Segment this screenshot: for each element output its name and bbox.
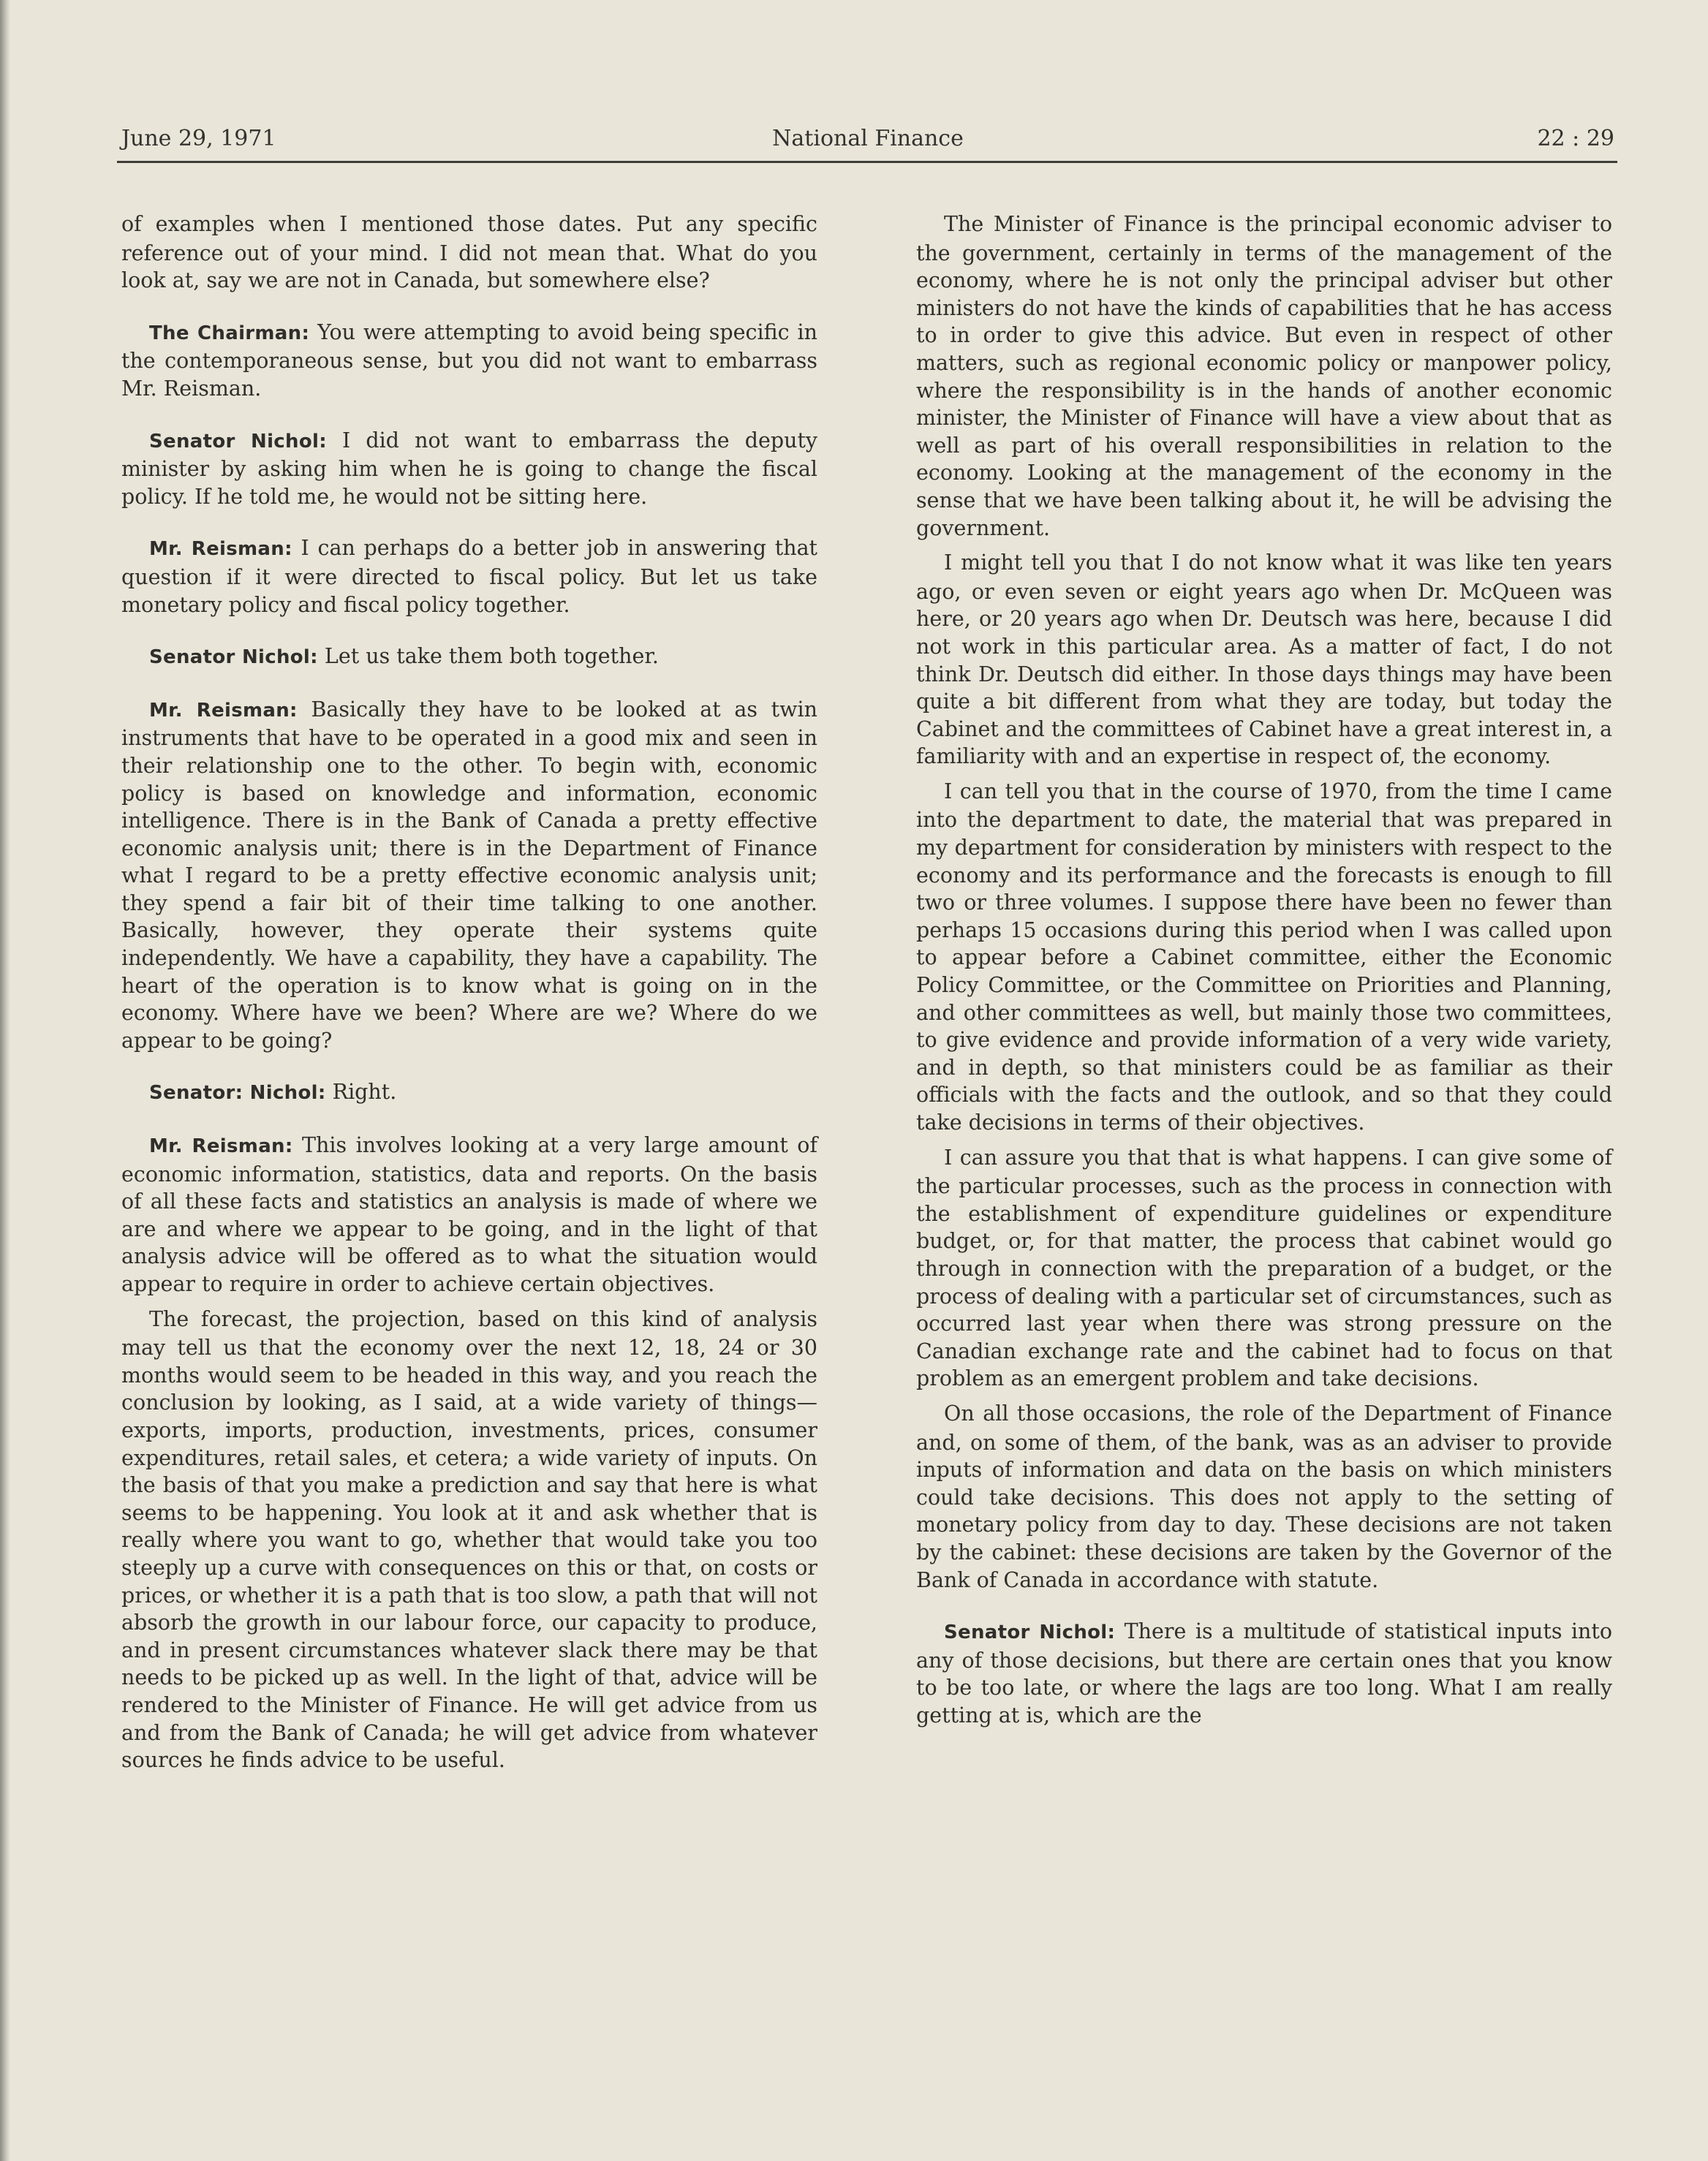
paragraph-text: of examples when I mentioned those dates. Put any specific reference out of your mind. I did not mean that. What do you look at, say we are not in Canada, but somewhere else? bbox=[121, 212, 817, 293]
left-column bbox=[121, 211, 817, 1774]
paragraph bbox=[121, 643, 817, 672]
paragraph-text: Basically they have to be looked at as twin instruments that have to be operated in a good mix and seen in their relationship one to the other. To begin with, economic policy is based on knowledge and information, economic intelligence. There is in the Bank of Canada a pretty effective economic analysis unit; there is in the Department of Finance what I regard to be a pretty effective economic analysis unit; they spend a fair bit of their time talking to one another. Basically, however, they operate their systems quite independently. We have a capability, they have a capability. The heart of the operation is to know what is going on in the economy. Where have we been? Where are we? Where do we appear to be going? bbox=[121, 697, 818, 1053]
paragraph-text: The Minister of Finance is the principal economic adviser to the government, certainly in terms of the management of the economy, where he is not only the principal adviser but other ministers do not have the kinds of capabilities that he has access to in order to give this advice. But even in respect of other matters, such as regional economic policy or manpower policy, where the responsibility is in the hands of another economic minister, the Minister of Finance will have a view about that as well as part of his overall responsibilities in relation to the economy. Looking at the management of the economy in the sense that we have been talking about it, he will be advising the government. bbox=[916, 212, 1612, 540]
header-rule bbox=[117, 161, 1617, 163]
paragraph-text: The forecast, the projection, based on this kind of analysis may tell us that the economy over the next 12, 18, 24 or 30 months would seem to be headed in this way, and you reach the conclusion by looking, as I said, at a wide variety of things—exports, imports, production, investments, prices, consumer expenditures, retail sales, et cetera; a wide variety of inputs. On the basis of that you make a prediction and say that here is what seems to be happening. You look at it and ask whether that is really where you want to go, whether that would take you too steeply up a curve with consequences on this or that, on costs or prices, or whether it is a path that is too slow, a path that will not absorb the growth in our labour force, our capacity to produce, and in present circumstances whatever slack there may be that needs to be picked up as well. In the light of that, advice will be rendered to the Minister of Finance. He will get advice from us and from the Bank of Canada; he will get advice from whatever sources he finds advice to be useful. bbox=[121, 1306, 817, 1773]
header-date: June 29, 1971 bbox=[121, 126, 276, 151]
speaker-label: Senator Nichol: bbox=[149, 430, 327, 453]
paragraph-text: I can perhaps do a better job in answering that question if it were directed to fiscal policy. But let us take monetary policy and fiscal policy together. bbox=[121, 536, 818, 617]
speaker-label: Senator: Nichol: bbox=[149, 1082, 326, 1105]
speaker-label: Mr. Reisman: bbox=[149, 699, 298, 722]
paragraph bbox=[916, 549, 1612, 771]
header-title: National Finance bbox=[772, 126, 964, 151]
right-column bbox=[916, 211, 1612, 1729]
paragraph bbox=[916, 1400, 1612, 1594]
paragraph-text: You were attempting to avoid being specific in the contemporaneous sense, but you did not want to embarrass Mr. Reisman. bbox=[121, 319, 817, 401]
speaker-label: Senator Nichol: bbox=[944, 1621, 1116, 1644]
paragraph-text: There is a multitude of statistical inputs into any of those decisions, but there are certain ones that you know to be too late, or where the lags are too long. What I am really getting at is, which are the bbox=[916, 1619, 1612, 1727]
speaker-label: Mr. Reisman: bbox=[149, 538, 292, 561]
paragraph bbox=[916, 1144, 1612, 1393]
speaker-label: Mr. Reisman: bbox=[149, 1135, 293, 1158]
paragraph bbox=[121, 1078, 817, 1108]
paragraph-text: I can assure you that that is what happens. I can give some of the particular processes, such as the process in connection with the establishment of expenditure guidelines or expenditure budget, or, for that matter, the process that cabinet would go through in connection with the preparation of a budget, or the process of dealing with a particular set of circumstances, such as occurred last year when there was strong pressure on the Canadian exchange rate and the cabinet had to focus on that problem as an emergent problem and take decisions. bbox=[916, 1145, 1612, 1391]
paragraph bbox=[121, 319, 817, 403]
paragraph bbox=[121, 696, 817, 1055]
paragraph bbox=[916, 778, 1612, 1137]
paragraph-text: I might tell you that I do not know what it was like ten years ago, or even seven or eight years ago when Dr. McQueen was here, or 20 years ago when Dr. Deutsch was here, because I did not work in this particular area. As a matter of fact, I do not think Dr. Deutsch did either. In those days things may have been quite a bit different from what they are today, but today the Cabinet and the committees of Cabinet have a great interest in, a familiarity with and an expertise in respect of, the economy. bbox=[916, 550, 1612, 769]
paragraph bbox=[121, 427, 817, 511]
paragraph bbox=[916, 1618, 1612, 1729]
paragraph bbox=[121, 1306, 817, 1774]
paragraph bbox=[121, 1132, 817, 1298]
page-header bbox=[121, 126, 1614, 164]
paragraph-text: I did not want to embarrass the deputy minister by asking him when he is going to change the fiscal policy. If he told me, he would not be sitting here. bbox=[121, 428, 817, 509]
paragraph-text: I can tell you that in the course of 1970, from the time I came into the department to date, the material that was prepared in my department for consideration by ministers with respect to the economy and its performance and the forecasts is enough to fill two or three volumes. I suppose there have been no fewer than perhaps 15 occasions during this period when I was called upon to appear before a Cabinet committee, either the Economic Policy Committee, or the Committee on Priorities and Planning, and other committees as well, but mainly those two committees, to give evidence and provide information of a very wide variety, and in depth, so that ministers could be as familiar as their officials with the facts and the outlook, and so that they could take decisions in terms of their objectives. bbox=[916, 779, 1612, 1135]
paragraph-text: This involves looking at a very large amount of economic information, statistics, data and reports. On the basis of all these facts and statistics an analysis is made of where we are and where we appear to be going, and in the light of that analysis advice will be offered as to what the situation would appear to require in order to achieve certain objectives. bbox=[121, 1133, 817, 1296]
paragraph-text: On all those occasions, the role of the Department of Finance and, on some of them, of the bank, was as an adviser to provide inputs of information and data on the basis on which ministers could take decisions. This does not apply to the setting of monetary policy from day to day. These decisions are not taken by the cabinet: these decisions are taken by the Governor of the Bank of Canada in accordance with statute. bbox=[916, 1401, 1612, 1592]
paragraph-text: Right. bbox=[332, 1080, 397, 1105]
paragraph bbox=[121, 211, 817, 295]
paragraph bbox=[121, 534, 817, 618]
speaker-label: Senator Nichol: bbox=[149, 646, 318, 669]
paragraph-text: Let us take them both together. bbox=[324, 644, 659, 669]
page-binding-edge bbox=[0, 0, 10, 2161]
header-page-number: 22 : 29 bbox=[1537, 126, 1614, 151]
speaker-label: The Chairman: bbox=[149, 322, 310, 344]
paragraph bbox=[916, 211, 1612, 542]
